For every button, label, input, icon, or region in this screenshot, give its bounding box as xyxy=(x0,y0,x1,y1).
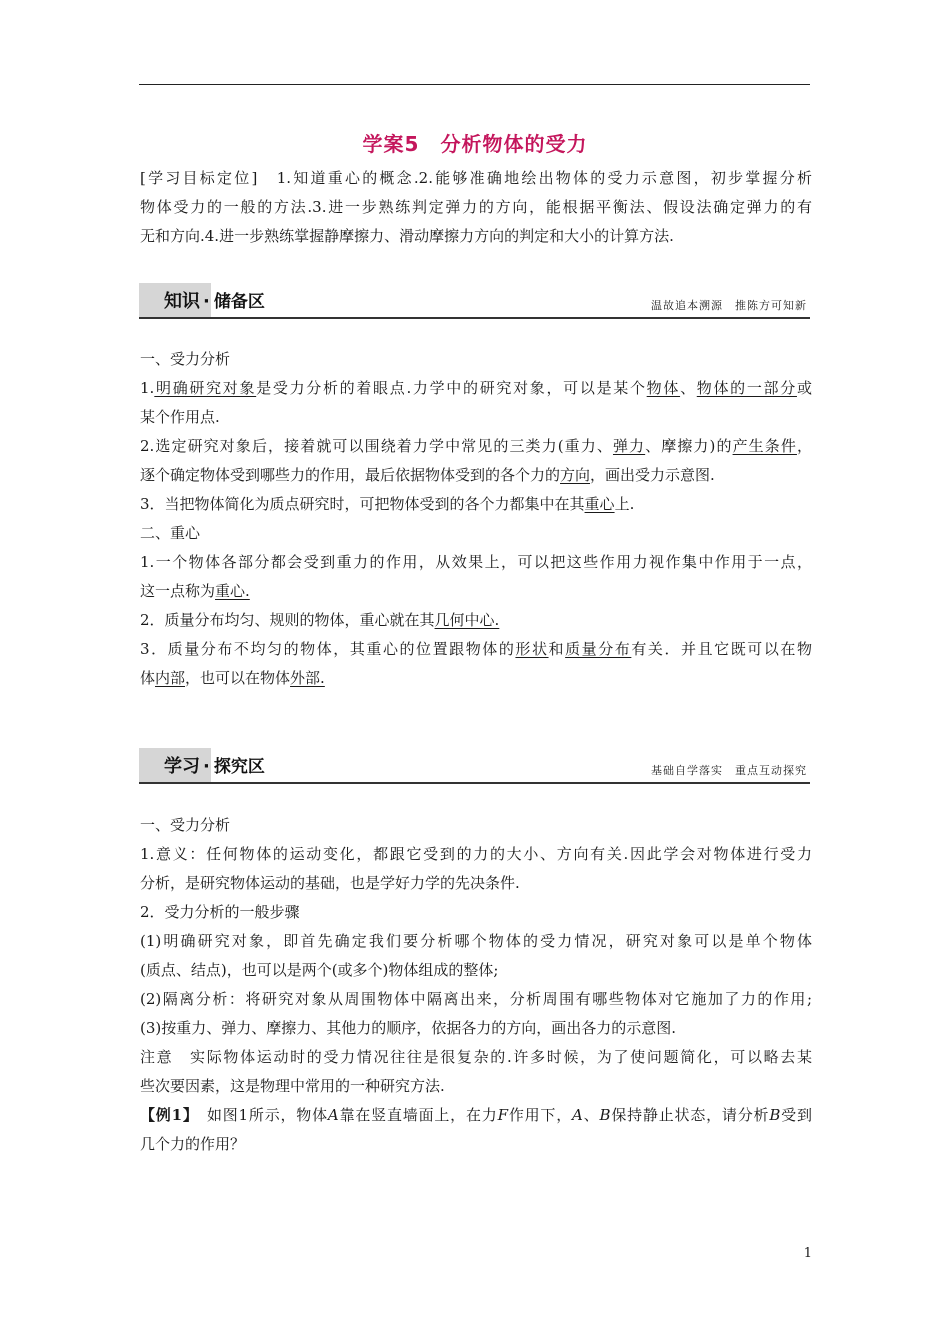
paragraph-line: (1)明确研究对象，即首先确定我们要分析哪个物体的受力情况，研究对象可以是单个物体 xyxy=(140,932,812,950)
objective-line: 无和方向.4.进一步熟练掌握静摩擦力、滑动摩擦力方向的判定和大小的计算方法. xyxy=(140,227,674,245)
paragraph-line: 1.明确研究对象是受力分析的着眼点.力学中的研究对象，可以是某个物体、物体的一部分或 xyxy=(140,379,812,397)
section-dot: · xyxy=(203,756,210,777)
paragraph-line: 2．质量分布均匀、规则的物体，重心就在其几何中心. xyxy=(140,611,500,629)
knowledge-content xyxy=(140,345,812,693)
example-line: 【例1】 如图1所示，物体A靠在竖直墙面上，在力F作用下，A、B保持静止状态，请分析B受到 xyxy=(140,1106,812,1124)
section-rule xyxy=(139,317,810,319)
paragraph-line: (2)隔离分析：将研究对象从周围物体中隔离出来，分析周围有哪些物体对它施加了力的作用; xyxy=(140,990,812,1008)
paragraph-line: 2．受力分析的一般步骤 xyxy=(140,903,300,921)
paragraph-line: 某个作用点. xyxy=(140,408,220,426)
section-bar-knowledge xyxy=(139,283,810,319)
section-bar-study xyxy=(139,748,810,784)
objective-line: 物体受力的一般的方法.3.进一步熟练判定弹力的方向，能根据平衡法、假设法确定弹力的有 xyxy=(140,198,812,216)
learning-objectives xyxy=(140,164,812,251)
page-number: 1 xyxy=(803,1246,812,1261)
objective-line: [学习目标定位] 1.知道重心的概念.2.能够准确地绘出物体的受力示意图，初步掌握分析 xyxy=(140,169,812,187)
paragraph-line: 3．质量分布不均匀的物体，其重心的位置跟物体的形状和质量分布有关．并且它既可以在物 xyxy=(140,640,812,658)
paragraph-line: (质点、结点)，也可以是两个(或多个)物体组成的整体; xyxy=(140,961,499,979)
section-label xyxy=(164,752,265,778)
example-tag: 【例1】 xyxy=(140,1106,192,1124)
paragraph-line: 2.选定研究对象后，接着就可以围绕着力学中常见的三类力(重力、弹力、摩擦力)的产生条件， xyxy=(140,437,812,455)
study-content xyxy=(140,811,812,1159)
section-motto: 温故追本溯源 推陈方可知新 xyxy=(651,299,807,312)
paragraph-line: 3．当把物体简化为质点研究时，可把物体受到的各个力都集中在其重心上. xyxy=(140,495,635,513)
header-rule xyxy=(139,84,810,85)
section-main: 学习 xyxy=(164,756,200,777)
example-line: 几个力的作用？ xyxy=(140,1135,246,1153)
paragraph-line: 这一点称为重心. xyxy=(140,582,250,600)
section-sub: 储备区 xyxy=(213,292,265,312)
paragraph-line: 1.意义：任何物体的运动变化，都跟它受到的力的大小、方向有关.因此学会对物体进行受力 xyxy=(140,845,812,863)
paragraph-line: 逐个确定物体受到哪些力的作用，最后依据物体受到的各个力的方向，画出受力示意图. xyxy=(140,466,715,484)
paragraph-line: 分析，是研究物体运动的基础，也是学好力学的先决条件. xyxy=(140,874,520,892)
paragraph-line: 些次要因素，这是物理中常用的一种研究方法. xyxy=(140,1077,445,1095)
paragraph-line: 体内部，也可以在物体外部. xyxy=(140,669,325,687)
paragraph-line: 注意 实际物体运动时的受力情况往往是很复杂的.许多时候，为了使问题简化，可以略去某 xyxy=(140,1048,812,1066)
paragraph-line: (3)按重力、弹力、摩擦力、其他力的顺序，依据各力的方向，画出各力的示意图. xyxy=(140,1019,677,1037)
paragraph-line: 1.一个物体各部分都会受到重力的作用，从效果上，可以把这些作用力视作集中作用于一点， xyxy=(140,553,812,571)
page-title: 学案5 分析物体的受力 xyxy=(362,132,588,156)
section-motto: 基础自学落实 重点互动探究 xyxy=(651,764,807,777)
section-label xyxy=(164,287,265,313)
section-dot: · xyxy=(203,291,210,312)
section-main: 知识 xyxy=(164,291,200,312)
subheading: 二、重心 xyxy=(140,524,201,542)
section-rule xyxy=(139,782,810,784)
section-sub: 探究区 xyxy=(213,757,265,777)
subheading: 一、受力分析 xyxy=(140,350,231,368)
subheading: 一、受力分析 xyxy=(140,816,231,834)
